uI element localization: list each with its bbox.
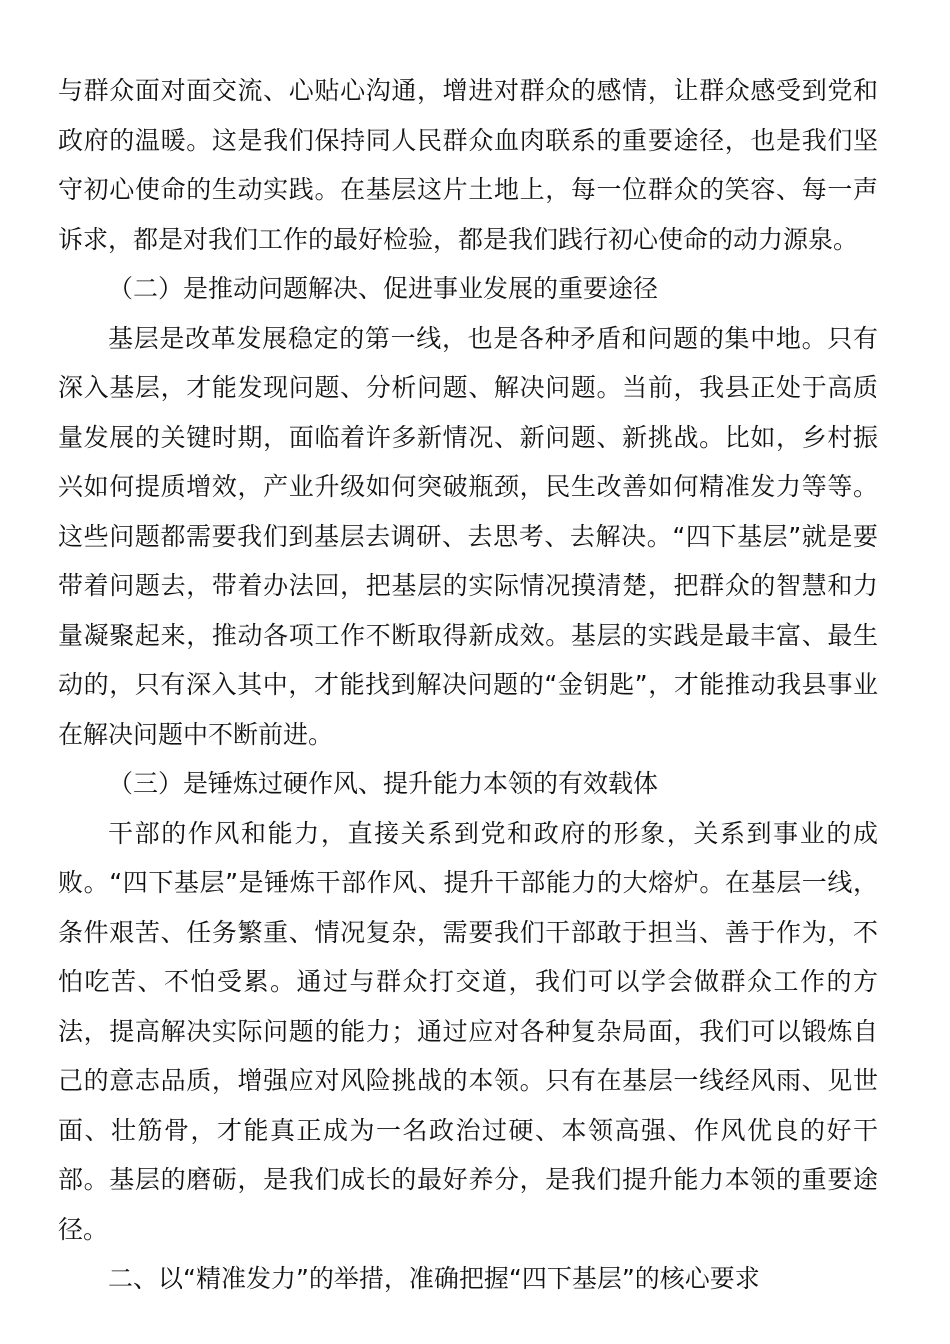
paragraph-work-style: 干部的作风和能力，直接关系到党和政府的形象，关系到事业的成败。“四下基层”是锤炼干部作风、提升干部能力的大熔炉。在基层一线，条件艰苦、任务繁重、情况复杂，需要我们干部敢于担当、善于作为，不怕吃苦、不怕受累。通过与群众打交道，我们可以学会做群众工作的方法，提高解决实际问题的能力；通过应对各种复杂局面，我们可以锻炼自己的意志品质，增强应对风险挑战的本领。只有在基层一线经风雨、见世面、壮筋骨，才能真正成为一名政治过硬、本领高强、作风优良的好干部。基层的磨砺，是我们成长的最好养分，是我们提升能力本领的重要途径。 [58, 818, 878, 1244]
subheading-three: （三）是锤炼过硬作风、提升能力本领的有效载体 [108, 769, 659, 798]
section-heading-two: 二、以“精准发力”的举措，准确把握“四下基层”的核心要求 [108, 1264, 760, 1293]
document-body [58, 66, 878, 1304]
subheading-two: （二）是推动问题解决、促进事业发展的重要途径 [108, 274, 659, 303]
paragraph-problem-solving: 基层是改革发展稳定的第一线，也是各种矛盾和问题的集中地。只有深入基层，才能发现问题、分析问题、解决问题。当前，我县正处于高质量发展的关键时期，面临着许多新情况、新问题、新挑战。比如，乡村振兴如何提质增效，产业升级如何突破瓶颈，民生改善如何精准发力等等。这些问题都需要我们到基层去调研、去思考、去解决。“四下基层”就是要带着问题去，带着办法回，把基层的实际情况摸清楚，把群众的智慧和力量凝聚起来，推动各项工作不断取得新成效。基层的实践是最丰富、最生动的，只有深入其中，才能找到解决问题的“金钥匙”，才能推动我县事业在解决问题中不断前进。 [58, 323, 878, 749]
paragraph-continued: 与群众面对面交流、心贴心沟通，增进对群众的感情，让群众感受到党和政府的温暖。这是我们保持同人民群众血肉联系的重要途径，也是我们坚守初心使命的生动实践。在基层这片土地上，每一位群众的笑容、每一声诉求，都是对我们工作的最好检验，都是我们践行初心使命的动力源泉。 [58, 76, 878, 254]
